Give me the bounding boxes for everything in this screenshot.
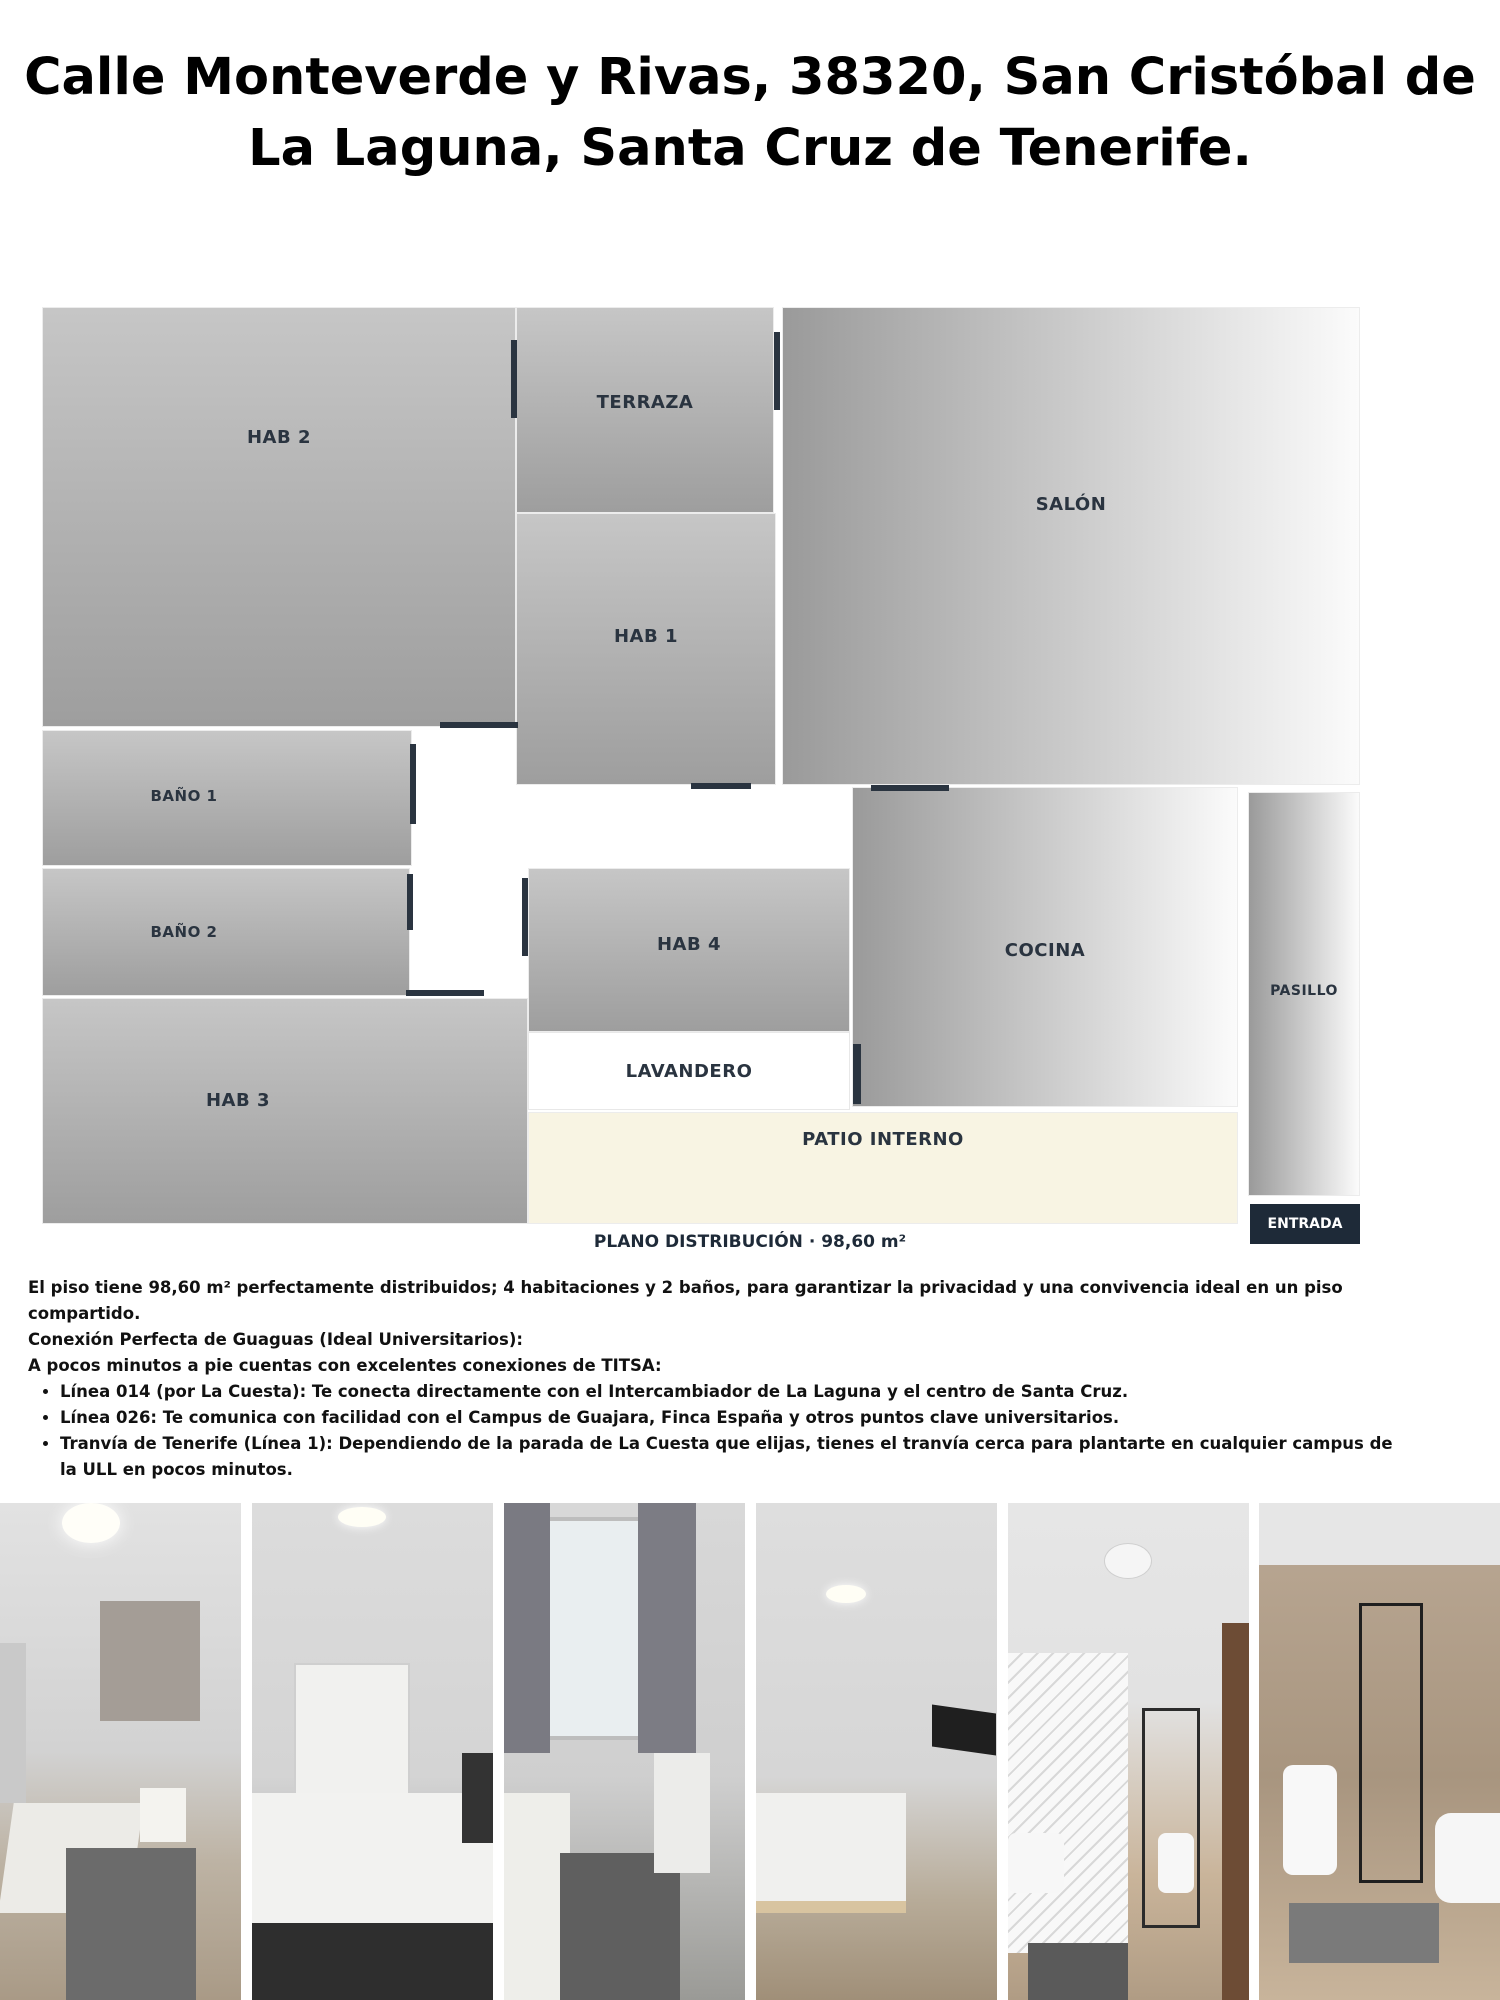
room-label: HAB 2 — [246, 426, 311, 448]
door-marker — [410, 744, 416, 824]
room-hab-4 — [528, 868, 850, 1032]
bedroom-photo-4 — [756, 1503, 997, 2000]
room-label: BAÑO 1 — [150, 787, 218, 805]
room-patio-interno — [528, 1112, 1238, 1224]
plan-caption: PLANO DISTRIBUCIÓN · 98,60 m² — [593, 1232, 907, 1252]
room-label: HAB 3 — [205, 1089, 270, 1111]
room-label: COCINA — [1004, 939, 1086, 961]
room-label: PATIO INTERNO — [802, 1129, 964, 1150]
room-cocina — [852, 787, 1238, 1107]
door-marker — [511, 340, 517, 418]
room-label: HAB 4 — [656, 933, 721, 955]
room-label: TERRAZA — [596, 392, 694, 413]
entrada-label: ENTRADA — [1250, 1204, 1360, 1244]
room-label: SALÓN — [1035, 493, 1107, 515]
description-lead: A pocos minutos a pie cuentas con excelentes conexiones de TITSA: — [28, 1356, 662, 1375]
bedroom-photo-1 — [0, 1503, 241, 2000]
door-marker — [691, 783, 751, 789]
room-bano-2 — [42, 868, 410, 996]
room-hab-2 — [42, 307, 516, 727]
room-hab-1 — [516, 513, 776, 785]
bathroom-photo-1 — [1008, 1503, 1249, 2000]
bedroom-photo-3 — [504, 1503, 745, 2000]
room-hab-3 — [42, 998, 528, 1224]
room-label: PASILLO — [1270, 983, 1338, 999]
page-title: Calle Monteverde y Rivas, 38320, San Cristóbal de La Laguna, Santa Cruz de Tenerife. — [24, 48, 1476, 178]
list-item: • Línea 014 (por La Cuesta): Te conecta directamente con el Intercambiador de La Laguna y el centro de Santa Cruz. — [60, 1379, 1408, 1405]
room-label: LAVANDERO — [625, 1060, 753, 1082]
transport-list — [28, 1379, 1408, 1483]
list-item: • Tranvía de Tenerife (Línea 1): Dependiendo de la parada de La Cuesta que elijas, tienes el tranvía cerca para plantarte en cualquier campus de la ULL en pocos minutos. — [60, 1431, 1408, 1483]
property-description — [28, 1275, 1408, 1483]
door-marker — [407, 874, 413, 930]
room-terraza — [516, 307, 774, 513]
bathroom-photo-2 — [1259, 1503, 1500, 2000]
description-heading: Conexión Perfecta de Guaguas (Ideal Universitarios): — [28, 1330, 523, 1349]
door-marker — [774, 332, 780, 410]
room-pasillo — [1248, 792, 1360, 1196]
door-marker — [522, 878, 528, 956]
door-marker — [853, 1044, 861, 1104]
room-salon — [782, 307, 1360, 785]
room-lavandero — [528, 1032, 850, 1110]
room-label: HAB 1 — [613, 625, 678, 647]
room-label: BAÑO 2 — [150, 923, 218, 941]
list-item: • Línea 026: Te comunica con facilidad con el Campus de Guajara, Finca España y otros puntos clave universitarios. — [60, 1405, 1408, 1431]
photo-strip — [0, 1503, 1500, 2000]
bedroom-photo-2 — [252, 1503, 493, 2000]
door-marker — [406, 990, 484, 996]
door-marker — [440, 722, 518, 728]
description-intro: El piso tiene 98,60 m² perfectamente distribuidos; 4 habitaciones y 2 baños, para garantizar la privacidad y una convivencia ideal en un piso compartido. — [28, 1278, 1343, 1323]
door-marker — [871, 785, 949, 791]
room-bano-1 — [42, 730, 412, 866]
